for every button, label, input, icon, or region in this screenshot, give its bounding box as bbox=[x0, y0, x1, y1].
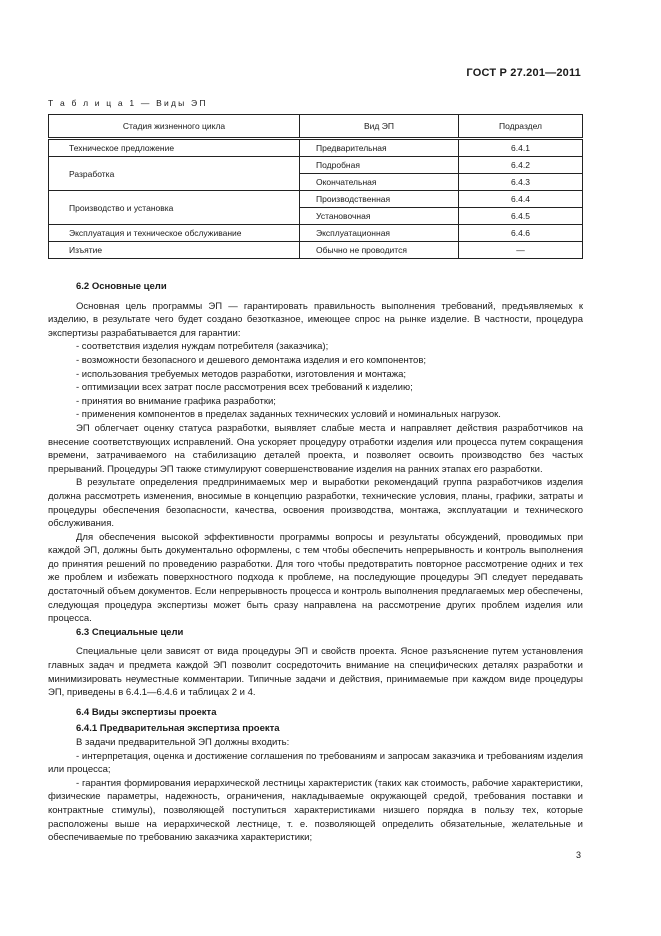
subsection-cell: 6.4.2 bbox=[459, 157, 583, 174]
stage-cell: Изъятие bbox=[49, 242, 300, 259]
document-body bbox=[48, 280, 583, 845]
paragraph: Основная цель программы ЭП — гарантировать правильность выполнения требований, предъявляемых к изделию, в результате чего будет создано безотказное, имеющее спрос на рынке изделие. В частности, процедура экспертизы разрабатывается для гарантии: bbox=[48, 300, 583, 339]
ep-types-table bbox=[48, 114, 583, 259]
type-cell: Установочная bbox=[300, 208, 459, 225]
paragraph: В результате определения предпринимаемых мер и выработки рекомендаций группа разработчиков изделия должна рассмотреть изменения, вносимые в концепцию разработки, технические условия, планы, графики, затраты и процедуры обеспечения безопасности, качества, освоения производства, монтажа, эксплуатации и технического обслуживания. bbox=[48, 477, 583, 530]
list-item: - применения компонентов в пределах заданных технических условий и номинальных нагрузок. bbox=[76, 409, 501, 421]
section-heading-6-3: 6.3 Специальные цели bbox=[76, 626, 184, 638]
table-caption: Т а б л и ц а 1 — Виды ЭП bbox=[48, 98, 208, 108]
list-item: - интерпретация, оценка и достижение соглашения по требованиям и запросам заказчика и требованиям изделия или процесса; bbox=[48, 750, 583, 776]
table-row bbox=[49, 191, 583, 208]
table-row bbox=[49, 225, 583, 242]
subsection-heading-6-4-1: 6.4.1 Предварительная экспертиза проекта bbox=[76, 723, 280, 735]
type-cell: Эксплуатационная bbox=[300, 225, 459, 242]
subsection-cell: 6.4.1 bbox=[459, 139, 583, 157]
type-cell: Производственная bbox=[300, 191, 459, 208]
table-header-row bbox=[49, 115, 583, 139]
paragraph: Специальные цели зависят от вида процедуры ЭП и свойств проекта. Ясное разъяснение путем установления главных задач и предмета каждой ЭП позволит сосредоточить внимание на специфических деталях разработки и минимизировать неуместные комментарии. Типичные задачи и действия, принимаемые при каждом виде процедуры ЭП, приведены в 6.4.1—6.4.6 и таблицах 2 и 4. bbox=[48, 646, 583, 699]
section-heading-6-4: 6.4 Виды экспертизы проекта bbox=[76, 706, 217, 718]
subsection-cell: 6.4.6 bbox=[459, 225, 583, 242]
type-cell: Окончательная bbox=[300, 174, 459, 191]
type-cell: Обычно не проводится bbox=[300, 242, 459, 259]
section-heading-6-2: 6.2 Основные цели bbox=[76, 281, 167, 292]
document-header: ГОСТ Р 27.201—2011 bbox=[466, 67, 581, 79]
stage-cell: Разработка bbox=[49, 157, 300, 191]
list-item: - принятия во внимание графика разработки; bbox=[76, 395, 276, 407]
page-number: 3 bbox=[575, 850, 581, 860]
list-item: - оптимизации всех затрат после рассмотрения всех требований к изделию; bbox=[76, 382, 413, 394]
type-cell: Подробная bbox=[300, 157, 459, 174]
table-row bbox=[49, 157, 583, 174]
list-item: - использования требуемых методов разработки, изготовления и монтажа; bbox=[76, 368, 407, 380]
list-item: - гарантия формирования иерархической лестницы характеристик (таких как стоимость, рабочие характеристики, физические параметры, надежность, ограничения, накладываемые окружающей средой, требования поставки и контрактные стимулы), позволяющей поступиться характеристиками низшего порядка в пользу тех, которые расположены выше на иерархической лестнице, т. е. позволяющей определить обязательные, желательные и обеспечиваемые по требованию заказчика характеристики; bbox=[48, 777, 583, 844]
stage-cell: Производство и установка bbox=[49, 191, 300, 225]
list-item: - возможности безопасного и дешевого демонтажа изделия и его компонентов; bbox=[76, 354, 427, 366]
stage-cell: Эксплуатация и техническое обслуживание bbox=[49, 225, 300, 242]
column-header-stage: Стадия жизненного цикла bbox=[49, 115, 300, 139]
paragraph: ЭП облегчает оценку статуса разработки, выявляет слабые места и направляет действия разработчиков на внесение соответствующих исправлений. Она ускоряет процедуру отработки изделия или процесса путем сокращения времени, затрачиваемого на стабилизацию деталей проекта, и позволяет освоить производство без частых прерываний. Процедуры ЭП также стимулируют совершенствование изделия на ранних этапах его разработки. bbox=[48, 422, 583, 475]
table-row bbox=[49, 139, 583, 157]
column-header-subsection: Подраздел bbox=[459, 115, 583, 139]
paragraph: В задачи предварительной ЭП должны входить: bbox=[76, 737, 290, 748]
type-cell: Предварительная bbox=[300, 139, 459, 157]
subsection-cell: 6.4.4 bbox=[459, 191, 583, 208]
stage-cell: Техническое предложение bbox=[49, 139, 300, 157]
subsection-cell: 6.4.3 bbox=[459, 174, 583, 191]
list-item: - соответствия изделия нуждам потребителя (заказчика); bbox=[76, 341, 329, 353]
column-header-type: Вид ЭП bbox=[300, 115, 459, 139]
paragraph: Для обеспечения высокой эффективности программы вопросы и результаты обсуждений, проводимых при каждой ЭП, должны быть документально оформлены, с тем чтобы обеспечить непрерывность и контроль выполнения до принятия решений по проведению разработки. Для того чтобы предотвратить повторное рассмотрение одних и тех же проблем и избежать поверхностного подхода к проблеме, на последующие процедуры ЭП следует передавать достаточный объем документов. Если непрерывность процесса и контроль выполнения предлагаемых мер обеспечены, следующая процедура экспертизы может быть сразу направлена на рассмотрение других проблем изделия или процесса. bbox=[48, 531, 583, 625]
subsection-cell: 6.4.5 bbox=[459, 208, 583, 225]
subsection-cell: — bbox=[459, 242, 583, 259]
table-row bbox=[49, 242, 583, 259]
